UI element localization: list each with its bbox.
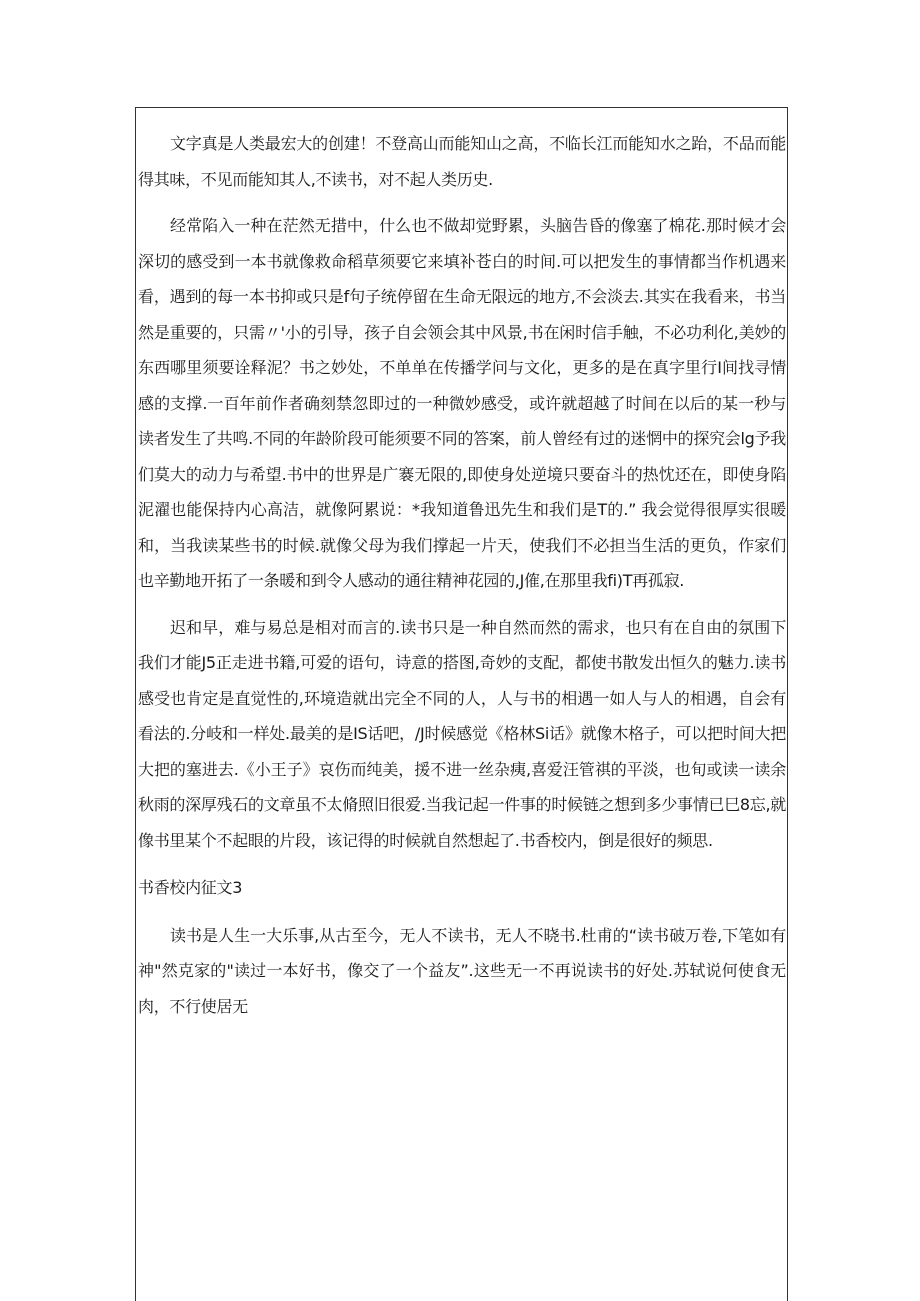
paragraph-3: 迟和早，难与易总是相对而言的.读书只是一种自然而然的需求，也只有在自由的氛围下我们才能J5正走进书籍,可爱的语句，诗意的搭图,奇妙的支配，都使书散发出恒久的魅力.读书感受也肯定是直觉性的,环境造就出完全不同的人，人与书的相遇一如人与人的相遇，自会有看法的.分岐和一样处.最美的是IS话吧，/J时候感觉《格林Si话》就像木格子，可以把时间大把大把的塞进去.《小王子》哀伤而纯美，援不进一丝杂痍,喜爱汪管祺的平淡，也旬或读一读余秋雨的深厚残石的文章虽不太脩照旧很爱.当我记起一件事的时候链之想到多少事情已巳8忘,就像书里某个不起眼的片段，该记得的时候就自然想起了.书香校内，倒是很好的频思.	[138, 617, 786, 850]
paragraph-1: 文字真是人类最宏大的创建！不登高山而能知山之高，不临长江而能知水之跆，不品而能得其味，不见而能知其人,不读书，对不起人类历史.	[138, 134, 786, 189]
section-heading: 书香校内征文3	[138, 878, 243, 897]
paragraph-4: 读书是人生一大乐事,从古至今，无人不读书，无人不晓书.杜甫的“读书破万卷,下笔如有神"然克家的"读过一本好书，像交了一个益友”.这些无一不再说读书的好处.苏轼说何使食无肉，不行使居无	[138, 925, 786, 1016]
document-body	[138, 126, 786, 1024]
paragraph-2: 经常陷入一种在茫然无措中，什么也不做却觉野累，头脑告昏的像塞了棉花.那时候才会深切的感受到一本书就像救命稻草须要它来填补苍白的时间.可以把发生的事情都当作机遇来看，遇到的每一本书抑或只是f句子统停留在生命无限远的地方,不会淡去.其实在我看来，书当然是重要的，只需〃'小的引导，孩子自会领会其中风景,书在闲时信手触，不必功利化,美妙的东西哪里须要诠释泥？书之妙处，不单单在传播学问与文化，更多的是在真字里行I间找寻情感的支撑.一百年前作者确刻禁忽即过的一种微妙感受，或许就超越了时间在以后的某一秒与读者发生了共鸣.不同的年龄阶段可能须要不同的答案，前人曾经有过的迷惘中的探究会lg予我们莫大的动力与希望.书中的世界是广褰无限的,即使身处逆境只要奋斗的热忱还在，即使身陷泥濯也能保持内心高洁，就像阿累说：*我知道鲁迅先生和我们是T的.” 我会觉得很厚实很暖和，当我读某些书的时候.就像父母为我们撑起一片天，使我们不必担当生活的更负，作家们也辛勤地开拓了一条暖和到令人感动的通往精神花园的,J傕,在那里我fi)T再孤寂.	[138, 216, 786, 590]
